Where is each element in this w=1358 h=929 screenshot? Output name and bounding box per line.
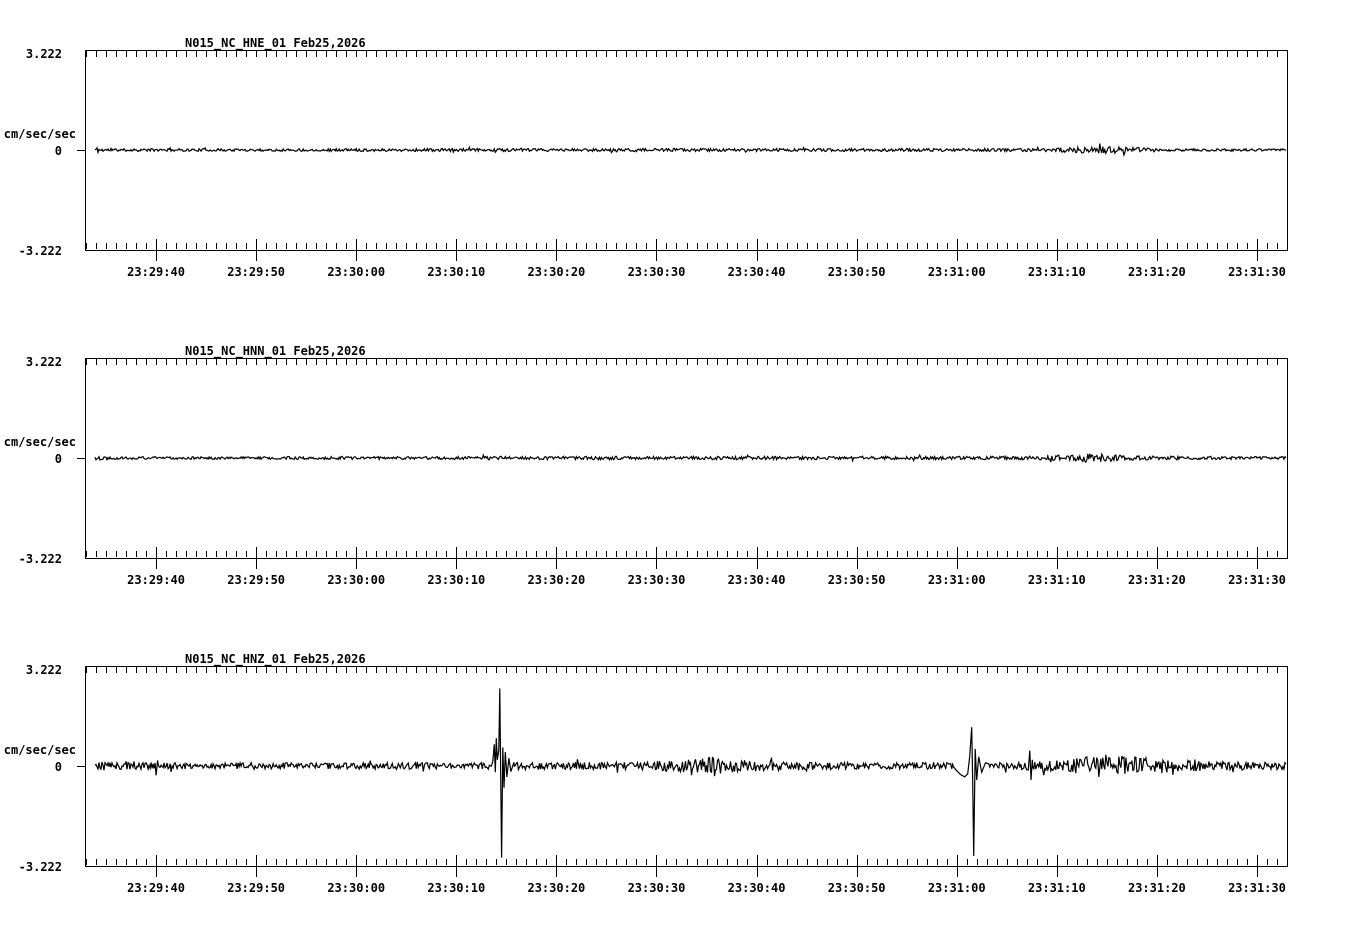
x-tick-label: 23:30:20 [527, 881, 586, 895]
x-tick-label: 23:30:30 [627, 573, 686, 587]
x-tick-label: 23:31:10 [1027, 881, 1086, 895]
x-tick-label: 23:29:50 [227, 265, 286, 279]
x-tick-label: 23:30:40 [727, 573, 786, 587]
y-axis-units-label: cm/sec/sec [3, 127, 76, 141]
axis-ticks [77, 667, 1288, 877]
x-tick-label: 23:31:10 [1027, 265, 1086, 279]
axis-ticks [77, 359, 1288, 569]
panel-title: N015_NC_HNN_01 Feb25,2026 [185, 344, 366, 358]
waveform-trace-N015_NC_HNZ_01 [95, 688, 1286, 857]
x-tick-label: 23:31:00 [927, 573, 986, 587]
y-max-label: 3.222 [25, 663, 62, 677]
panel-title: N015_NC_HNZ_01 Feb25,2026 [185, 652, 366, 666]
x-tick-label: 23:30:10 [427, 881, 486, 895]
panel-N015_NC_HNN_01 [4, 344, 1288, 587]
plot-border [86, 359, 1288, 559]
x-tick-label: 23:30:30 [627, 265, 686, 279]
waveform-trace-N015_NC_HNE_01 [95, 144, 1286, 155]
x-tick-label: 23:30:10 [427, 573, 486, 587]
y-max-label: 3.222 [25, 47, 62, 61]
x-tick-label: 23:31:30 [1228, 265, 1286, 279]
x-tick-label: 23:29:50 [227, 881, 286, 895]
y-min-label: -3.222 [18, 552, 62, 566]
y-axis-units-label: cm/sec/sec [3, 435, 76, 449]
x-tick-label: 23:31:20 [1127, 265, 1186, 279]
x-tick-label: 23:30:00 [327, 265, 386, 279]
x-tick-label: 23:31:30 [1228, 573, 1286, 587]
x-tick-label: 23:31:20 [1127, 881, 1186, 895]
x-tick-label: 23:31:00 [927, 881, 986, 895]
axis-ticks [77, 51, 1288, 261]
x-tick-label: 23:30:30 [627, 881, 686, 895]
y-axis-units-label: cm/sec/sec [3, 743, 76, 757]
panel-N015_NC_HNZ_01 [4, 652, 1288, 895]
x-tick-label: 23:30:20 [527, 265, 586, 279]
x-tick-label: 23:29:40 [127, 881, 185, 895]
x-tick-label: 23:30:40 [727, 265, 786, 279]
x-tick-label: 23:31:30 [1228, 881, 1286, 895]
x-tick-label: 23:30:50 [827, 573, 886, 587]
y-zero-label: 0 [54, 452, 62, 466]
x-tick-label: 23:30:00 [327, 573, 386, 587]
panel-title: N015_NC_HNE_01 Feb25,2026 [185, 36, 366, 50]
waveform-trace-N015_NC_HNN_01 [95, 454, 1286, 462]
x-tick-label: 23:31:20 [1127, 573, 1186, 587]
x-tick-label: 23:29:40 [127, 573, 185, 587]
panel-N015_NC_HNE_01 [4, 36, 1288, 279]
x-tick-label: 23:29:40 [127, 265, 185, 279]
y-max-label: 3.222 [25, 355, 62, 369]
x-tick-label: 23:30:50 [827, 881, 886, 895]
x-tick-label: 23:30:10 [427, 265, 486, 279]
y-zero-label: 0 [54, 760, 62, 774]
x-tick-label: 23:30:00 [327, 881, 386, 895]
y-zero-label: 0 [54, 144, 62, 158]
x-tick-label: 23:31:10 [1027, 573, 1086, 587]
x-tick-label: 23:31:00 [927, 265, 986, 279]
x-tick-label: 23:30:40 [727, 881, 786, 895]
x-tick-label: 23:29:50 [227, 573, 286, 587]
x-tick-label: 23:30:20 [527, 573, 586, 587]
y-min-label: -3.222 [18, 860, 62, 874]
y-min-label: -3.222 [18, 244, 62, 258]
x-tick-label: 23:30:50 [827, 265, 886, 279]
